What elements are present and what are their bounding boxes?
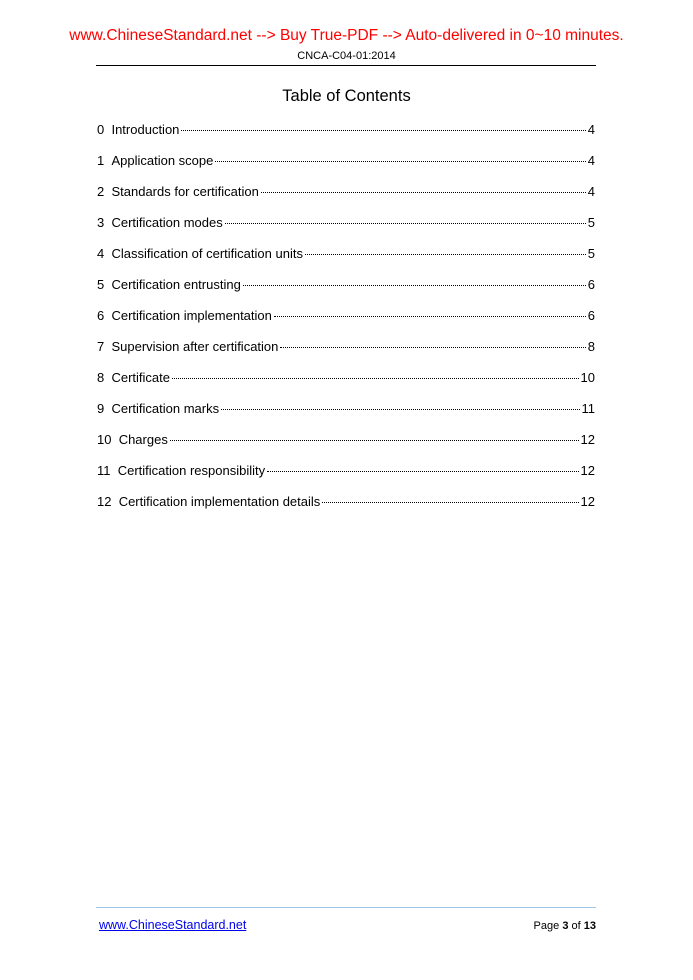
toc-dot-leader xyxy=(280,347,585,348)
toc-entry-page: 6 xyxy=(587,277,595,292)
toc-entry[interactable] xyxy=(97,122,595,153)
page-of: of xyxy=(571,920,581,932)
toc-entry-page: 12 xyxy=(580,494,595,509)
toc-entry-page: 12 xyxy=(580,463,595,478)
toc-entry-number: 10 xyxy=(97,432,119,447)
toc-entry[interactable] xyxy=(97,215,595,246)
toc-dot-leader xyxy=(215,161,585,162)
toc-entry-number: 4 xyxy=(97,246,112,261)
toc-entry-number: 12 xyxy=(97,494,119,509)
toc-entry[interactable] xyxy=(97,277,595,308)
toc-dot-leader xyxy=(221,409,579,410)
toc-dot-leader xyxy=(243,285,586,286)
toc-entry-label: Supervision after certification xyxy=(111,339,279,354)
toc-entry-number: 0 xyxy=(97,122,112,137)
toc-entry-page: 10 xyxy=(580,370,595,385)
toc-entry-label: Certification responsibility xyxy=(117,463,266,478)
toc-entry-number: 8 xyxy=(97,370,112,385)
toc-entry-label: Certification implementation details xyxy=(118,494,321,509)
toc-entry-page: 4 xyxy=(587,184,595,199)
toc-entry-number: 2 xyxy=(97,184,112,199)
toc-dot-leader xyxy=(274,316,586,317)
toc-dot-leader xyxy=(181,130,585,131)
toc-entry-page: 11 xyxy=(581,401,595,416)
toc-entry-number: 3 xyxy=(97,215,112,230)
page-current: 3 xyxy=(562,920,569,932)
toc-dot-leader xyxy=(261,192,586,193)
toc-entry-label: Introduction xyxy=(111,122,180,137)
toc-entry-number: 5 xyxy=(97,277,112,292)
toc-entry-page: 6 xyxy=(587,308,595,323)
toc-entry[interactable] xyxy=(97,153,595,184)
footer-divider xyxy=(96,907,596,908)
toc-entry-number: 7 xyxy=(97,339,112,354)
toc-dot-leader xyxy=(172,378,579,379)
toc-entry[interactable] xyxy=(97,494,595,525)
toc-entry[interactable] xyxy=(97,184,595,215)
toc-entry-label: Certification modes xyxy=(111,215,223,230)
toc-dot-leader xyxy=(322,502,578,503)
toc-entry-page: 4 xyxy=(587,153,595,168)
toc-entry-page: 5 xyxy=(587,246,595,261)
header-divider xyxy=(96,65,596,66)
table-of-contents xyxy=(97,122,595,525)
toc-entry[interactable] xyxy=(97,308,595,339)
toc-entry-number: 1 xyxy=(97,153,112,168)
toc-dot-leader xyxy=(267,471,578,472)
toc-entry[interactable] xyxy=(97,401,595,432)
toc-entry-page: 8 xyxy=(587,339,595,354)
banner-text[interactable]: www.ChineseStandard.net --> Buy True-PDF --> Auto-delivered in 0~10 minutes. xyxy=(69,27,624,44)
toc-entry-number: 9 xyxy=(97,401,112,416)
toc-entry-page: 5 xyxy=(587,215,595,230)
toc-title: Table of Contents xyxy=(282,87,411,105)
toc-entry-label: Certificate xyxy=(111,370,170,385)
page-total: 13 xyxy=(583,920,596,932)
toc-entry[interactable] xyxy=(97,432,595,463)
toc-entry[interactable] xyxy=(97,246,595,277)
toc-entry-label: Certification implementation xyxy=(111,308,272,323)
toc-dot-leader xyxy=(305,254,586,255)
toc-entry[interactable] xyxy=(97,339,595,370)
toc-entry-label: Certification entrusting xyxy=(111,277,241,292)
toc-entry-label: Classification of certification units xyxy=(111,246,303,261)
toc-entry[interactable] xyxy=(97,370,595,401)
toc-entry-label: Standards for certification xyxy=(111,184,259,199)
toc-dot-leader xyxy=(170,440,579,441)
toc-dot-leader xyxy=(225,223,586,224)
document-code: CNCA-C04-01:2014 xyxy=(297,50,396,62)
toc-entry-label: Charges xyxy=(118,432,168,447)
page-prefix: Page xyxy=(533,920,560,932)
toc-entry-label: Certification marks xyxy=(111,401,220,416)
toc-entry-label: Application scope xyxy=(111,153,214,168)
toc-entry[interactable] xyxy=(97,463,595,494)
toc-entry-page: 12 xyxy=(580,432,595,447)
toc-entry-number: 11 xyxy=(97,463,118,478)
page-number xyxy=(534,920,596,932)
toc-entry-page: 4 xyxy=(587,122,595,137)
toc-entry-number: 6 xyxy=(97,308,112,323)
footer-website-link[interactable]: www.ChineseStandard.net xyxy=(99,918,247,932)
